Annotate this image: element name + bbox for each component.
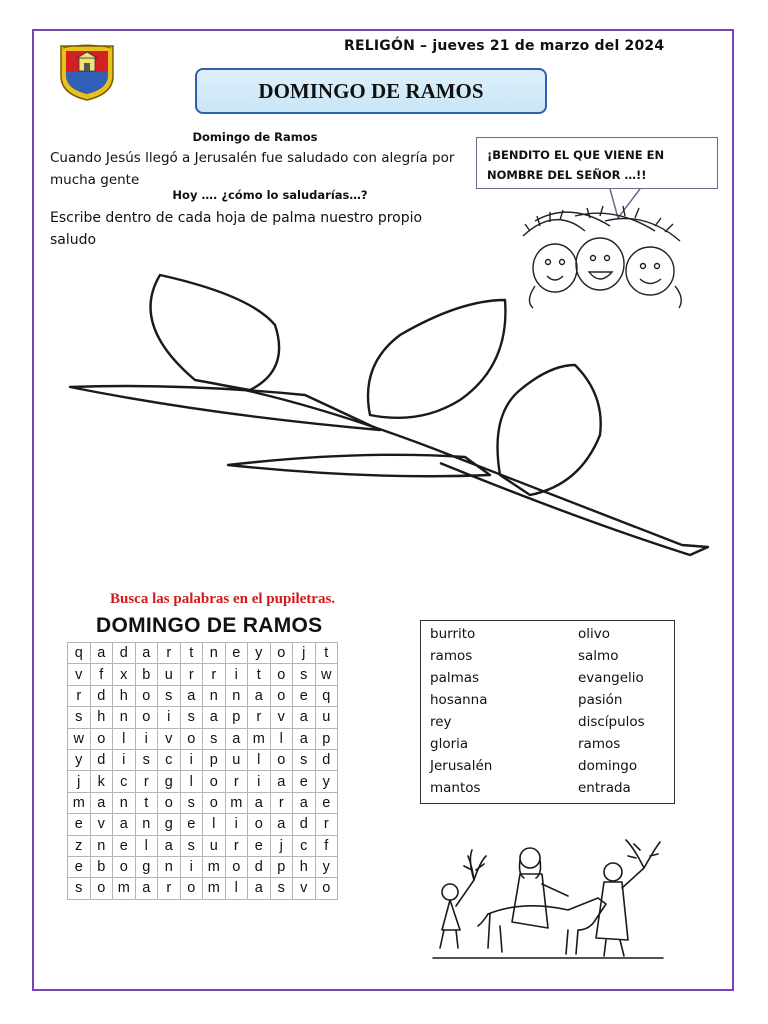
grid-cell[interactable]: y [68, 749, 91, 770]
grid-cell[interactable]: v [293, 878, 316, 899]
grid-row [68, 664, 338, 685]
grid-cell[interactable]: l [248, 749, 271, 770]
grid-cell[interactable]: d [113, 643, 136, 664]
grid-row [68, 685, 338, 706]
grid-cell[interactable]: w [68, 728, 91, 749]
grid-row [68, 749, 338, 770]
grid-cell[interactable]: j [68, 771, 91, 792]
grid-cell[interactable]: b [90, 856, 113, 877]
grid-cell[interactable]: i [113, 749, 136, 770]
wordsearch-instruction: Busca las palabras en el pupiletras. [110, 591, 336, 607]
grid-cell[interactable]: s [68, 878, 91, 899]
grid-cell[interactable]: o [203, 792, 226, 813]
grid-cell[interactable]: q [68, 643, 91, 664]
grid-cell[interactable]: r [180, 664, 203, 685]
grid-cell[interactable]: t [315, 643, 338, 664]
grid-cell[interactable]: l [113, 728, 136, 749]
grid-cell[interactable]: r [158, 878, 181, 899]
school-crest-logo [57, 42, 117, 102]
word-list-item: gloria [430, 736, 469, 752]
word-list-item: salmo [578, 648, 619, 664]
grid-cell[interactable]: m [225, 792, 248, 813]
grid-cell[interactable]: r [203, 664, 226, 685]
word-list-item: rey [430, 714, 452, 730]
grid-cell[interactable]: d [90, 685, 113, 706]
grid-cell[interactable]: s [293, 749, 316, 770]
grid-cell[interactable]: d [315, 749, 338, 770]
grid-cell[interactable]: n [113, 792, 136, 813]
palm-branch-drawing [60, 265, 715, 565]
intro-question: Hoy …. ¿cómo lo saludarías…? [172, 188, 368, 202]
grid-cell[interactable]: k [90, 771, 113, 792]
crest-icon [57, 42, 117, 102]
grid-cell[interactable]: i [225, 814, 248, 835]
grid-cell[interactable]: m [113, 878, 136, 899]
grid-row [68, 814, 338, 835]
grid-cell[interactable]: a [113, 814, 136, 835]
grid-cell[interactable]: e [225, 643, 248, 664]
grid-cell[interactable]: a [90, 643, 113, 664]
grid-cell[interactable]: a [248, 792, 271, 813]
wordsearch-title: DOMINGO DE RAMOS [96, 614, 323, 637]
grid-cell[interactable]: c [113, 771, 136, 792]
grid-row [68, 835, 338, 856]
header-date: RELIGÓN – jueves 21 de marzo del 2024 [344, 38, 665, 54]
grid-cell[interactable]: p [225, 707, 248, 728]
grid-cell[interactable]: r [270, 792, 293, 813]
grid-cell[interactable]: g [158, 771, 181, 792]
grid-row [68, 878, 338, 899]
speech-bubble: ¡BENDITO EL QUE VIENE EN NOMBRE DEL SEÑOR …!! [476, 137, 718, 189]
grid-cell[interactable]: d [248, 856, 271, 877]
word-list-item: palmas [430, 670, 480, 686]
grid-cell[interactable]: n [113, 707, 136, 728]
page-title: DOMINGO DE RAMOS [195, 68, 547, 114]
grid-cell[interactable]: o [248, 814, 271, 835]
grid-cell[interactable]: o [135, 707, 158, 728]
grid-cell[interactable]: o [135, 685, 158, 706]
grid-cell[interactable]: v [158, 728, 181, 749]
grid-cell[interactable]: t [135, 792, 158, 813]
grid-cell[interactable]: o [180, 728, 203, 749]
grid-cell[interactable]: a [248, 685, 271, 706]
grid-cell[interactable]: m [203, 856, 226, 877]
grid-cell[interactable]: r [158, 643, 181, 664]
word-list-item: burrito [430, 626, 476, 642]
grid-cell[interactable]: c [158, 749, 181, 770]
grid-row [68, 771, 338, 792]
grid-cell[interactable]: s [203, 728, 226, 749]
grid-cell[interactable]: a [225, 728, 248, 749]
grid-cell[interactable]: n [203, 643, 226, 664]
grid-cell[interactable]: s [135, 749, 158, 770]
word-list-item: ramos [578, 736, 621, 752]
grid-cell[interactable]: a [293, 707, 316, 728]
grid-cell[interactable]: s [180, 707, 203, 728]
grid-cell[interactable]: e [180, 814, 203, 835]
grid-cell[interactable]: a [135, 643, 158, 664]
grid-cell[interactable]: h [293, 856, 316, 877]
grid-cell[interactable]: f [90, 664, 113, 685]
grid-cell[interactable]: i [248, 771, 271, 792]
intro-instruction: Escribe dentro de cada hoja de palma nuestro propio saludo [50, 210, 423, 248]
grid-cell[interactable]: e [68, 814, 91, 835]
grid-cell[interactable]: e [68, 856, 91, 877]
grid-cell[interactable]: r [68, 685, 91, 706]
grid-cell[interactable]: d [90, 749, 113, 770]
grid-cell[interactable]: m [68, 792, 91, 813]
grid-cell[interactable]: o [270, 685, 293, 706]
grid-cell[interactable]: i [158, 707, 181, 728]
grid-cell[interactable]: o [315, 878, 338, 899]
grid-cell[interactable]: o [180, 878, 203, 899]
grid-cell[interactable]: w [315, 664, 338, 685]
grid-cell[interactable]: c [293, 835, 316, 856]
grid-cell[interactable]: a [90, 792, 113, 813]
grid-cell[interactable]: n [158, 856, 181, 877]
grid-cell[interactable]: p [203, 749, 226, 770]
grid-cell[interactable]: u [225, 749, 248, 770]
grid-cell[interactable]: o [270, 664, 293, 685]
word-list-item: mantos [430, 780, 481, 796]
grid-cell[interactable]: s [158, 685, 181, 706]
grid-cell[interactable]: g [135, 856, 158, 877]
word-list-item: evangelio [578, 670, 644, 686]
grid-cell[interactable]: a [248, 878, 271, 899]
grid-cell[interactable]: m [203, 878, 226, 899]
grid-cell[interactable]: o [203, 771, 226, 792]
grid-cell[interactable]: u [158, 664, 181, 685]
grid-cell[interactable]: o [270, 643, 293, 664]
grid-cell[interactable]: a [180, 685, 203, 706]
grid-cell[interactable]: n [90, 835, 113, 856]
grid-cell[interactable]: a [293, 792, 316, 813]
word-list-item: entrada [578, 780, 631, 796]
grid-cell[interactable]: e [293, 771, 316, 792]
grid-cell[interactable]: o [90, 728, 113, 749]
grid-cell[interactable]: a [158, 835, 181, 856]
grid-cell[interactable]: v [270, 707, 293, 728]
grid-cell[interactable]: s [180, 835, 203, 856]
grid-cell[interactable]: a [293, 728, 316, 749]
word-list-item: olivo [578, 626, 611, 642]
grid-cell[interactable]: h [113, 685, 136, 706]
grid-cell[interactable]: v [90, 814, 113, 835]
grid-cell[interactable]: s [180, 792, 203, 813]
grid-cell[interactable]: e [315, 792, 338, 813]
wordsearch-grid[interactable] [67, 642, 338, 900]
grid-cell[interactable]: l [180, 771, 203, 792]
grid-cell[interactable]: s [293, 664, 316, 685]
grid-cell[interactable]: s [270, 878, 293, 899]
grid-cell[interactable]: z [68, 835, 91, 856]
grid-cell[interactable]: x [113, 664, 136, 685]
grid-cell[interactable]: j [270, 835, 293, 856]
grid-cell[interactable]: y [315, 856, 338, 877]
grid-cell[interactable]: f [315, 835, 338, 856]
grid-cell[interactable]: r [225, 771, 248, 792]
grid-cell[interactable]: y [248, 643, 271, 664]
word-list-item: discípulos [578, 714, 645, 730]
grid-cell[interactable]: o [113, 856, 136, 877]
grid-cell[interactable]: r [248, 707, 271, 728]
word-list-box [420, 620, 675, 804]
word-list-item: ramos [430, 648, 473, 664]
grid-cell[interactable]: i [180, 749, 203, 770]
grid-cell[interactable]: i [180, 856, 203, 877]
grid-cell[interactable]: n [135, 814, 158, 835]
grid-cell[interactable]: l [135, 835, 158, 856]
grid-cell[interactable]: o [225, 856, 248, 877]
grid-cell[interactable]: o [90, 878, 113, 899]
grid-cell[interactable]: a [270, 814, 293, 835]
grid-cell[interactable]: g [158, 814, 181, 835]
grid-cell[interactable]: n [203, 685, 226, 706]
grid-row [68, 792, 338, 813]
word-list-item: hosanna [430, 692, 488, 708]
grid-cell[interactable]: i [135, 728, 158, 749]
grid-cell[interactable]: t [180, 643, 203, 664]
grid-cell[interactable]: e [293, 685, 316, 706]
grid-cell[interactable]: y [315, 771, 338, 792]
grid-cell[interactable]: l [203, 814, 226, 835]
grid-row [68, 856, 338, 877]
grid-cell[interactable]: u [203, 835, 226, 856]
grid-row [68, 643, 338, 664]
grid-cell[interactable]: p [270, 856, 293, 877]
grid-cell[interactable]: e [248, 835, 271, 856]
grid-cell[interactable]: j [293, 643, 316, 664]
grid-cell[interactable]: e [113, 835, 136, 856]
grid-cell[interactable]: b [135, 664, 158, 685]
grid-cell[interactable]: r [225, 835, 248, 856]
grid-cell[interactable]: a [270, 771, 293, 792]
grid-cell[interactable]: a [203, 707, 226, 728]
grid-cell[interactable]: l [270, 728, 293, 749]
grid-cell[interactable]: o [158, 792, 181, 813]
grid-cell[interactable]: h [90, 707, 113, 728]
grid-cell[interactable]: m [248, 728, 271, 749]
grid-cell[interactable]: s [68, 707, 91, 728]
jesus-on-donkey-drawing [428, 830, 668, 970]
grid-cell[interactable]: d [293, 814, 316, 835]
grid-cell[interactable]: r [135, 771, 158, 792]
grid-cell[interactable]: l [225, 878, 248, 899]
intro-subheading: Domingo de Ramos [192, 130, 318, 144]
grid-cell[interactable]: o [270, 749, 293, 770]
grid-row [68, 728, 338, 749]
grid-cell[interactable]: a [135, 878, 158, 899]
intro-paragraph: Cuando Jesús llegó a Jerusalén fue saludado con alegría por mucha gente [50, 150, 455, 188]
grid-cell[interactable]: v [68, 664, 91, 685]
grid-cell[interactable]: r [315, 814, 338, 835]
grid-cell[interactable]: n [225, 685, 248, 706]
grid-cell[interactable]: u [315, 707, 338, 728]
grid-cell[interactable]: q [315, 685, 338, 706]
grid-cell[interactable]: t [248, 664, 271, 685]
grid-cell[interactable]: i [225, 664, 248, 685]
grid-row [68, 707, 338, 728]
word-list-item: Jerusalén [430, 758, 493, 774]
grid-cell[interactable]: p [315, 728, 338, 749]
word-list-item: domingo [578, 758, 638, 774]
word-list-item: pasión [578, 692, 623, 708]
